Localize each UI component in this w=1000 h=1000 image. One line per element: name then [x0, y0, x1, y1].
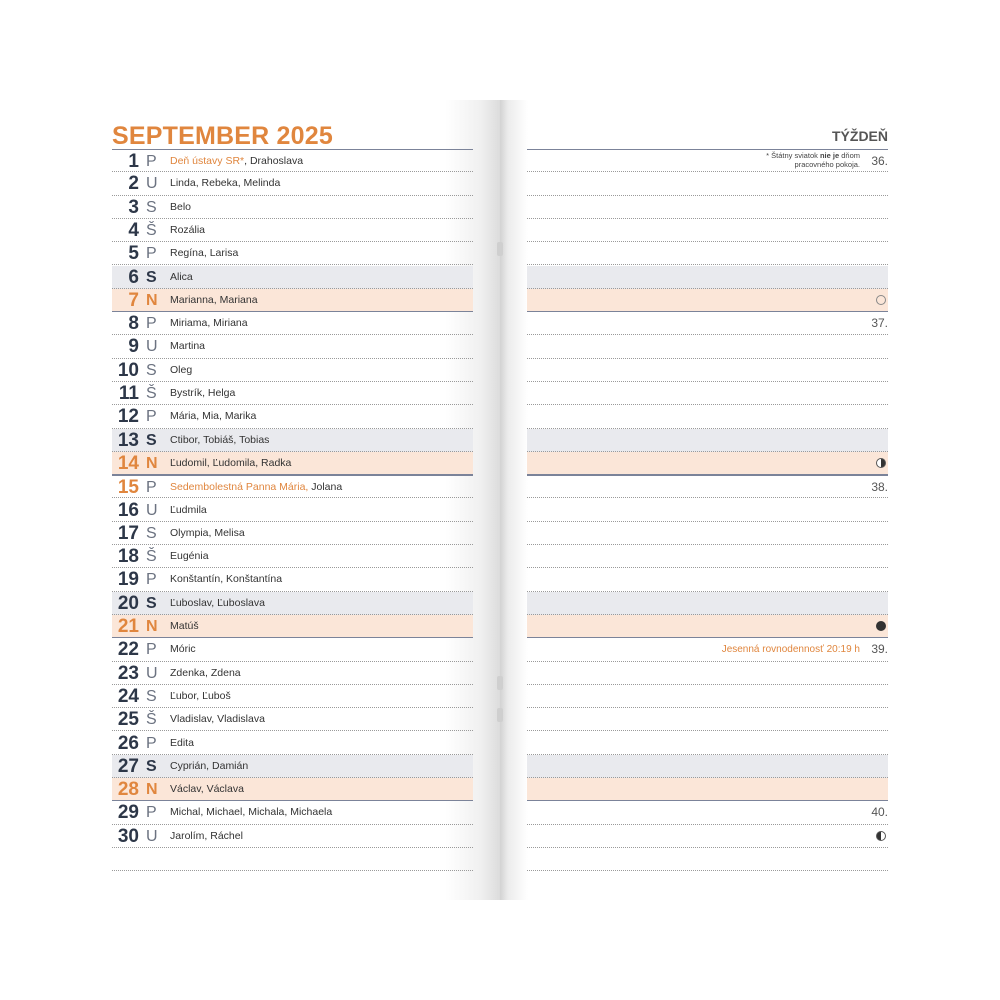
- day-row: [112, 545, 473, 568]
- day-number: 20: [117, 592, 139, 614]
- day-letter: U: [146, 175, 158, 193]
- name-day-list: Ľudmila: [170, 503, 207, 516]
- name-days: [170, 825, 243, 848]
- name-day-list: Jarolím, Ráchel: [170, 829, 243, 842]
- name-days: [170, 732, 194, 755]
- day-row: [112, 405, 473, 428]
- name-day-list: Belo: [170, 200, 192, 213]
- name-day-list: Olympia, Melisa: [170, 526, 245, 539]
- day-letter: P: [146, 641, 157, 659]
- notes-row: [527, 638, 888, 661]
- empty-row: [112, 848, 473, 871]
- day-row: [112, 196, 473, 219]
- name-day-list: Jolana: [308, 481, 343, 494]
- name-days: [170, 615, 199, 638]
- day-row: [112, 708, 473, 731]
- day-number: 30: [117, 825, 139, 847]
- moon-phase-icon: [876, 458, 886, 468]
- notes-row: [527, 359, 888, 382]
- day-row: [112, 592, 473, 615]
- name-days: [170, 242, 238, 265]
- day-row: [112, 615, 473, 638]
- day-number: 23: [117, 662, 139, 684]
- name-days: [170, 662, 241, 685]
- day-row: [112, 242, 473, 265]
- name-day-list: Oleg: [170, 363, 193, 376]
- day-number: 25: [117, 709, 139, 731]
- day-row: [112, 266, 473, 289]
- notes-row: [527, 545, 888, 568]
- name-day-list: Mária, Mia, Marika: [170, 410, 257, 423]
- week-number: 37.: [871, 316, 888, 331]
- day-row: [112, 801, 473, 824]
- notes-row: [527, 755, 888, 778]
- footnote-bold: nie je: [819, 151, 840, 160]
- equinox-note: Jesenná rovnodennosť 20:19 h: [721, 644, 860, 656]
- day-number: 29: [117, 802, 139, 824]
- day-number: 1: [128, 151, 139, 172]
- day-row: [112, 825, 473, 848]
- day-letter: Š: [146, 548, 157, 566]
- notes-row: [527, 522, 888, 545]
- name-days: [170, 219, 205, 242]
- footnote-suffix: dňom: [839, 151, 860, 160]
- day-number: 6: [128, 266, 139, 288]
- day-letter: S: [146, 594, 157, 612]
- week-number: 40.: [871, 805, 888, 820]
- day-letter: Š: [146, 221, 157, 239]
- notes-row: [527, 172, 888, 195]
- day-letter: Š: [146, 711, 157, 729]
- day-number: 14: [117, 452, 139, 474]
- day-letter: Š: [146, 385, 157, 402]
- name-days: [170, 638, 196, 661]
- name-days: [170, 359, 192, 382]
- day-number: 15: [117, 477, 139, 499]
- day-letter: N: [146, 454, 158, 472]
- moon-phase-icon: [876, 621, 886, 631]
- day-number: 28: [117, 779, 139, 801]
- day-row: [112, 685, 473, 708]
- notes-row: [527, 825, 888, 848]
- name-days: [170, 499, 207, 522]
- name-day-list: Marianna, Mariana: [170, 293, 258, 306]
- day-number: 9: [128, 336, 139, 358]
- day-letter: S: [146, 524, 157, 542]
- name-days: [170, 778, 244, 801]
- day-number: 19: [117, 569, 139, 591]
- name-day-list: , Drahoslava: [244, 155, 304, 167]
- day-number: 21: [117, 616, 139, 637]
- notes-row: [527, 429, 888, 452]
- name-day-list: Linda, Rebeka, Melinda: [170, 177, 281, 190]
- notes-row: [527, 568, 888, 591]
- day-number: 5: [128, 243, 139, 265]
- notes-row: [527, 685, 888, 708]
- notes-row: [527, 382, 888, 405]
- name-day-list: Cyprián, Damián: [170, 759, 249, 772]
- day-letter: S: [146, 198, 157, 216]
- name-days: [170, 592, 265, 615]
- notes-row: [527, 801, 888, 824]
- notes-row: [527, 662, 888, 685]
- name-day-list: Ľudomil, Ľudomila, Radka: [170, 456, 292, 469]
- name-day-list: Martina: [170, 340, 206, 353]
- week-number: 38.: [871, 480, 888, 495]
- name-days: [170, 685, 231, 708]
- day-letter: S: [146, 268, 157, 286]
- day-row: [112, 149, 473, 172]
- name-days: [170, 405, 256, 428]
- day-letter: N: [146, 781, 158, 799]
- day-number: 7: [128, 289, 139, 311]
- day-letter: N: [146, 618, 158, 635]
- notes-row: [527, 196, 888, 219]
- day-number: 27: [117, 755, 139, 777]
- day-letter: S: [146, 687, 157, 705]
- day-row: [112, 429, 473, 452]
- day-row: [112, 475, 473, 498]
- notes-row: [527, 149, 888, 172]
- day-number: 12: [117, 406, 139, 428]
- moon-phase-icon: [876, 295, 886, 305]
- footnote-line-1: [766, 151, 860, 160]
- holiday-footnote: [766, 151, 860, 169]
- binding-ring: [497, 676, 503, 690]
- day-row: [112, 452, 473, 475]
- notes-row: [527, 732, 888, 755]
- name-days: [170, 568, 282, 591]
- day-letter: P: [146, 734, 157, 752]
- week-header: TÝŽDEŇ: [832, 128, 888, 144]
- name-days: [170, 708, 265, 731]
- name-days: [170, 196, 191, 219]
- day-letter: P: [146, 315, 157, 333]
- name-day-list: Miriama, Miriana: [170, 317, 248, 330]
- notes-row: [527, 289, 888, 312]
- day-letter: S: [146, 757, 157, 775]
- name-days: [170, 801, 332, 824]
- day-number: 10: [117, 359, 139, 381]
- day-letter: U: [146, 501, 158, 519]
- name-day-list: Edita: [170, 736, 194, 749]
- notes-row: [527, 452, 888, 475]
- binding-ring: [497, 708, 503, 722]
- day-letter: N: [146, 291, 158, 309]
- day-letter: P: [146, 571, 157, 589]
- name-day-list: Konštantín, Konštantína: [170, 573, 283, 586]
- name-days: [170, 545, 209, 568]
- day-row: [112, 335, 473, 358]
- day-number: 8: [128, 313, 139, 335]
- footnote-prefix: * Štátny sviatok: [766, 151, 820, 160]
- day-row: [112, 568, 473, 591]
- moon-phase-icon: [876, 831, 886, 841]
- day-number: 17: [117, 522, 139, 544]
- day-number: 3: [128, 196, 139, 218]
- name-day-list: Ľubor, Ľuboš: [170, 689, 231, 702]
- day-row: [112, 289, 473, 312]
- notes-row: [527, 219, 888, 242]
- day-number: 11: [118, 383, 139, 404]
- notes-row: [527, 778, 888, 801]
- day-number: 26: [117, 732, 139, 754]
- name-days: [170, 289, 258, 312]
- day-row: [112, 359, 473, 382]
- name-days: [170, 452, 291, 475]
- name-days: [170, 312, 248, 335]
- day-number: 18: [117, 546, 139, 568]
- name-day-list: Bystrík, Helga: [170, 387, 236, 399]
- day-letter: P: [146, 408, 157, 426]
- name-days: [170, 266, 193, 289]
- binding-ring: [497, 242, 503, 256]
- notes-row: [527, 312, 888, 335]
- day-row: [112, 662, 473, 685]
- notes-row: [527, 335, 888, 358]
- notes-row: [527, 708, 888, 731]
- holiday-name: Deň ústavy SR*: [170, 155, 245, 167]
- name-day-list: Ľuboslav, Ľuboslava: [170, 596, 265, 609]
- name-day-list: Vladislav, Vladislava: [170, 713, 265, 726]
- day-letter: P: [146, 804, 157, 822]
- holiday-name: Sedembolestná Panna Mária,: [170, 481, 309, 494]
- day-row: [112, 382, 473, 405]
- week-number: 39.: [871, 642, 888, 657]
- day-letter: U: [146, 664, 158, 682]
- name-day-list: Móric: [170, 643, 196, 656]
- day-number: 24: [117, 685, 139, 707]
- day-letter: U: [146, 827, 158, 845]
- day-letter: P: [146, 153, 157, 170]
- name-day-list: Ctibor, Tobiáš, Tobias: [170, 433, 270, 446]
- name-day-list: Matúš: [170, 620, 199, 632]
- name-days: [170, 335, 205, 358]
- day-number: 13: [117, 429, 139, 451]
- day-number: 16: [117, 499, 139, 521]
- name-day-list: Regína, Larisa: [170, 247, 239, 260]
- footnote-line-2: pracovného pokoja.: [794, 160, 860, 169]
- notes-row: [527, 405, 888, 428]
- day-number: 22: [117, 639, 139, 661]
- empty-notes-row: [527, 848, 888, 871]
- name-day-list: Václav, Václava: [170, 783, 244, 796]
- name-days: [170, 172, 280, 195]
- day-letter: P: [146, 479, 157, 497]
- day-letter: S: [146, 361, 157, 379]
- day-number: 4: [128, 219, 139, 241]
- month-title: SEPTEMBER 2025: [112, 122, 333, 150]
- name-day-list: Alica: [170, 270, 193, 283]
- name-day-list: Eugénia: [170, 550, 209, 563]
- day-number: 2: [128, 173, 139, 195]
- day-row: [112, 172, 473, 195]
- name-days: [170, 429, 269, 452]
- name-day-list: Zdenka, Zdena: [170, 666, 241, 679]
- day-row: [112, 638, 473, 661]
- notes-row: [527, 242, 888, 265]
- day-row: [112, 755, 473, 778]
- day-letter: S: [146, 431, 157, 449]
- name-days: [170, 755, 248, 778]
- day-row: [112, 778, 473, 801]
- week-number: 36.: [871, 154, 888, 168]
- name-days: [170, 382, 235, 405]
- name-days: [170, 522, 245, 545]
- day-row: [112, 522, 473, 545]
- day-letter: P: [146, 245, 157, 263]
- notes-row: [527, 592, 888, 615]
- notes-row: [527, 499, 888, 522]
- day-letter: U: [146, 338, 158, 356]
- notes-row: [527, 266, 888, 289]
- day-row: [112, 732, 473, 755]
- name-days: [170, 476, 342, 499]
- day-row: [112, 219, 473, 242]
- day-row: [112, 499, 473, 522]
- name-days: [170, 150, 303, 173]
- day-row: [112, 312, 473, 335]
- notes-row: [527, 475, 888, 498]
- name-day-list: Michal, Michael, Michala, Michaela: [170, 806, 333, 819]
- name-day-list: Rozália: [170, 223, 206, 236]
- notes-row: [527, 615, 888, 638]
